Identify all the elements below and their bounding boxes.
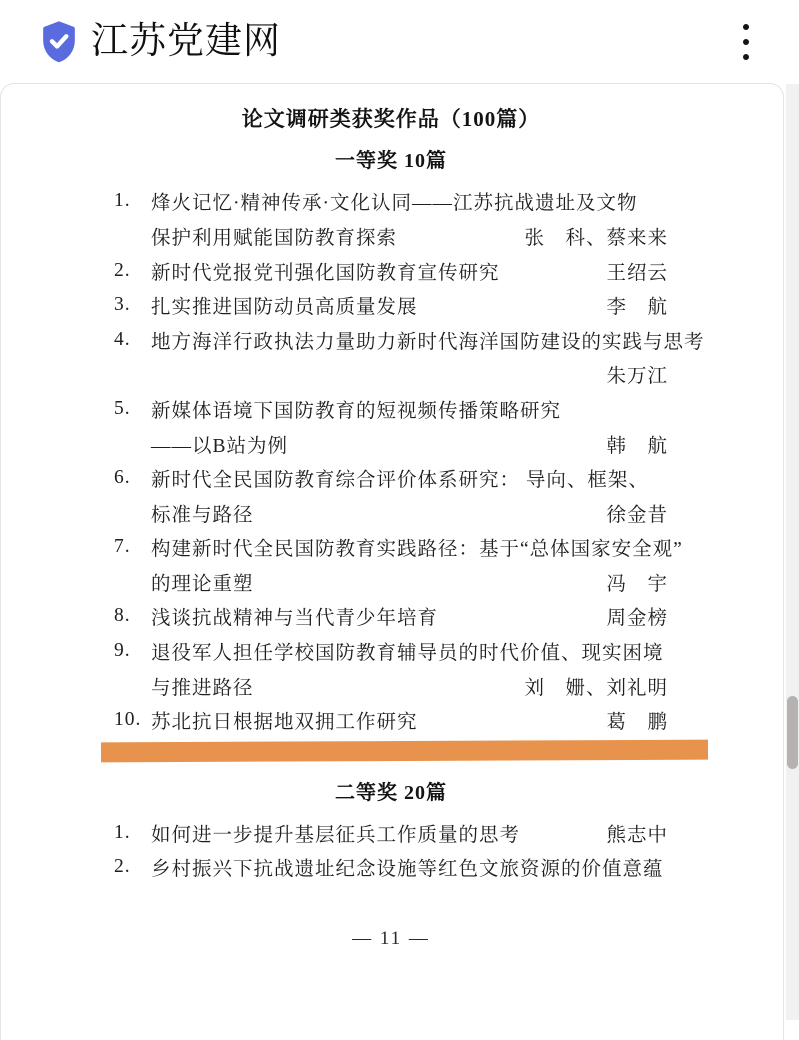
list-line	[114, 253, 668, 288]
item-title-text: 烽火记忆·精神传承·文化认同——江苏抗战遗址及文物	[151, 193, 638, 215]
list-line	[114, 599, 668, 634]
item-number: 1.	[114, 821, 131, 843]
list-line	[114, 392, 668, 427]
item-number: 7.	[114, 536, 131, 558]
list-line	[114, 357, 668, 392]
item-title-text: 构建新时代全民国防教育实践路径：基于“总体国家安全观”	[151, 539, 683, 561]
section-heading: 二等奖 20篇	[335, 781, 447, 804]
list-line	[114, 530, 683, 565]
list-line	[114, 565, 668, 600]
item-author: 周金榜	[606, 608, 668, 630]
kebab-dot	[743, 24, 749, 30]
item-author: 王绍云	[606, 262, 668, 284]
item-title-text: 的理论重塑	[151, 573, 254, 595]
highlight-bar	[101, 739, 708, 762]
item-title-text: 与推进路径	[151, 677, 254, 699]
list-line	[114, 703, 668, 738]
document-content	[1, 105, 783, 953]
item-title-text: 乡村振兴下抗战遗址纪念设施等红色文旅资源的价值意蕴	[151, 859, 664, 881]
item-number: 6.	[114, 467, 131, 489]
list-line	[114, 219, 668, 254]
list-line	[114, 288, 668, 323]
item-author: 葛 鹏	[606, 712, 668, 734]
item-title-text: 保护利用赋能国防教育探索	[151, 227, 398, 249]
item-title-text: 如何进一步提升基层征兵工作质量的思考	[151, 824, 521, 846]
scrollbar-track[interactable]	[786, 84, 799, 1020]
kebab-menu-button[interactable]	[737, 20, 755, 64]
item-title-text: ——以B站为例	[151, 435, 289, 457]
item-title-text: 扎实推进国防动员高质量发展	[151, 297, 418, 319]
list-line	[114, 495, 668, 530]
document-card	[0, 83, 784, 1040]
item-author: 熊志中	[606, 824, 668, 846]
item-title-text: 新时代党报党刊强化国防教育宣传研究	[151, 262, 500, 284]
item-number: 10.	[114, 709, 142, 731]
item-title-text: 标准与路径	[151, 504, 254, 526]
list-line	[114, 461, 668, 496]
site-brand[interactable]	[40, 21, 281, 63]
item-number: 8.	[114, 605, 131, 627]
item-number: 4.	[114, 328, 131, 350]
shield-check-icon	[40, 21, 78, 63]
item-author: 冯 宇	[606, 573, 668, 595]
item-title-text: 地方海洋行政执法力量助力新时代海洋国防建设的实践与思考	[151, 331, 705, 353]
app-header	[0, 0, 799, 83]
item-author: 徐金昔	[606, 504, 668, 526]
item-number: 5.	[114, 397, 131, 419]
list-line	[114, 426, 668, 461]
kebab-dot	[743, 39, 749, 45]
item-title-text: 新时代全民国防教育综合评价体系研究： 导向、框架、	[151, 470, 649, 492]
item-author: 张 科、蔡来来	[524, 227, 668, 249]
kebab-dot	[743, 54, 749, 60]
list-line	[114, 634, 668, 669]
item-number: 2.	[114, 856, 131, 878]
item-number: 3.	[114, 294, 131, 316]
item-number: 9.	[114, 640, 131, 662]
item-number: 2.	[114, 259, 131, 281]
item-author: 韩 航	[606, 435, 668, 457]
item-author: 刘 姗、刘礼明	[524, 677, 668, 699]
document-title: 论文调研类获奖作品（100篇）	[241, 107, 541, 131]
list-line	[114, 184, 668, 219]
item-title-text: 退役军人担任学校国防教育辅导员的时代价值、现实困境	[151, 643, 664, 665]
list-line	[114, 850, 668, 885]
item-author: 朱万江	[606, 366, 668, 388]
page-number: — 11 —	[352, 927, 430, 949]
item-number: 1.	[114, 190, 131, 212]
list-line	[114, 322, 705, 357]
award-sections	[114, 147, 705, 885]
site-title: 江苏党建网	[91, 20, 281, 61]
item-title-text: 新媒体语境下国防教育的短视频传播策略研究	[151, 400, 562, 422]
list-line	[114, 668, 668, 703]
list-line	[114, 816, 668, 851]
section-heading: 一等奖 10篇	[335, 150, 447, 173]
item-title-text: 苏北抗日根据地双拥工作研究	[151, 712, 418, 734]
item-title-text: 浅谈抗战精神与当代青少年培育	[151, 608, 439, 630]
scrollbar-thumb[interactable]	[787, 696, 798, 769]
item-author: 李 航	[606, 297, 668, 319]
